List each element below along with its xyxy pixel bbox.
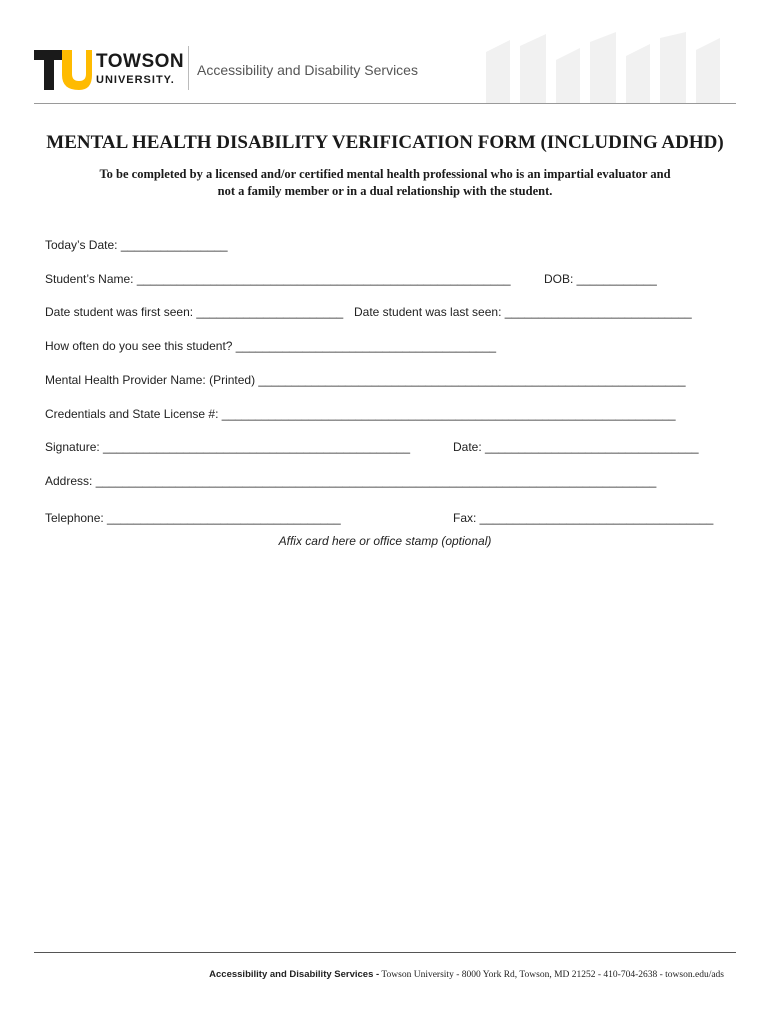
instructions-line-1: To be completed by a licensed and/or certified mental health professional who is an impartial evaluator and bbox=[99, 167, 671, 181]
visit-frequency-field[interactable]: How often do you see this student? _______________________________________ bbox=[45, 339, 497, 353]
footer-contact: Towson University - 8000 York Rd, Towson, MD 21252 - 410-704-2638 - towson.edu/ads bbox=[379, 970, 724, 980]
footer-department: Accessibility and Disability Services - bbox=[209, 969, 380, 980]
stamp-caption: Affix card here or office stamp (optional) bbox=[278, 534, 492, 548]
date-first-seen-field[interactable]: Date student was first seen: ______________________ bbox=[45, 305, 344, 319]
provider-name-field[interactable]: Mental Health Provider Name: (Printed) ________________________________________________________________ bbox=[45, 373, 686, 387]
address-field[interactable]: Address: ____________________________________________________________________________________ bbox=[45, 474, 657, 488]
dob-field[interactable]: DOB: ____________ bbox=[544, 272, 657, 286]
footer-rule bbox=[34, 952, 736, 953]
page-footer bbox=[209, 969, 724, 980]
tu-logo-mark bbox=[34, 50, 92, 90]
instructions-line-2: not a family member or in a dual relationship with the student. bbox=[217, 184, 553, 198]
student-name-field[interactable]: Student’s Name: ________________________________________________________ bbox=[45, 272, 511, 286]
department-name: Accessibility and Disability Services bbox=[197, 62, 418, 78]
university-logo-text bbox=[96, 52, 184, 86]
decorative-stripes-graphic bbox=[476, 32, 736, 104]
letterhead bbox=[34, 46, 736, 104]
credentials-license-field[interactable]: Credentials and State License #: ____________________________________________________________________ bbox=[45, 407, 676, 421]
logo-word-university: UNIVERSITY. bbox=[96, 74, 175, 86]
fax-field[interactable]: Fax: ___________________________________ bbox=[453, 511, 714, 525]
todays-date-field[interactable]: Today’s Date: ________________ bbox=[45, 238, 228, 252]
form-instructions bbox=[50, 166, 720, 200]
header-rule bbox=[34, 103, 736, 104]
telephone-field[interactable]: Telephone: ___________________________________ bbox=[45, 511, 341, 525]
header-divider bbox=[188, 46, 189, 90]
date-last-seen-field[interactable]: Date student was last seen: ____________________________ bbox=[354, 305, 692, 319]
signature-field[interactable]: Signature: ______________________________________________ bbox=[45, 440, 411, 454]
signature-date-field[interactable]: Date: ________________________________ bbox=[453, 440, 699, 454]
logo-word-towson: TOWSON bbox=[96, 51, 185, 72]
form-title: MENTAL HEALTH DISABILITY VERIFICATION FORM (INCLUDING ADHD) bbox=[46, 132, 724, 153]
